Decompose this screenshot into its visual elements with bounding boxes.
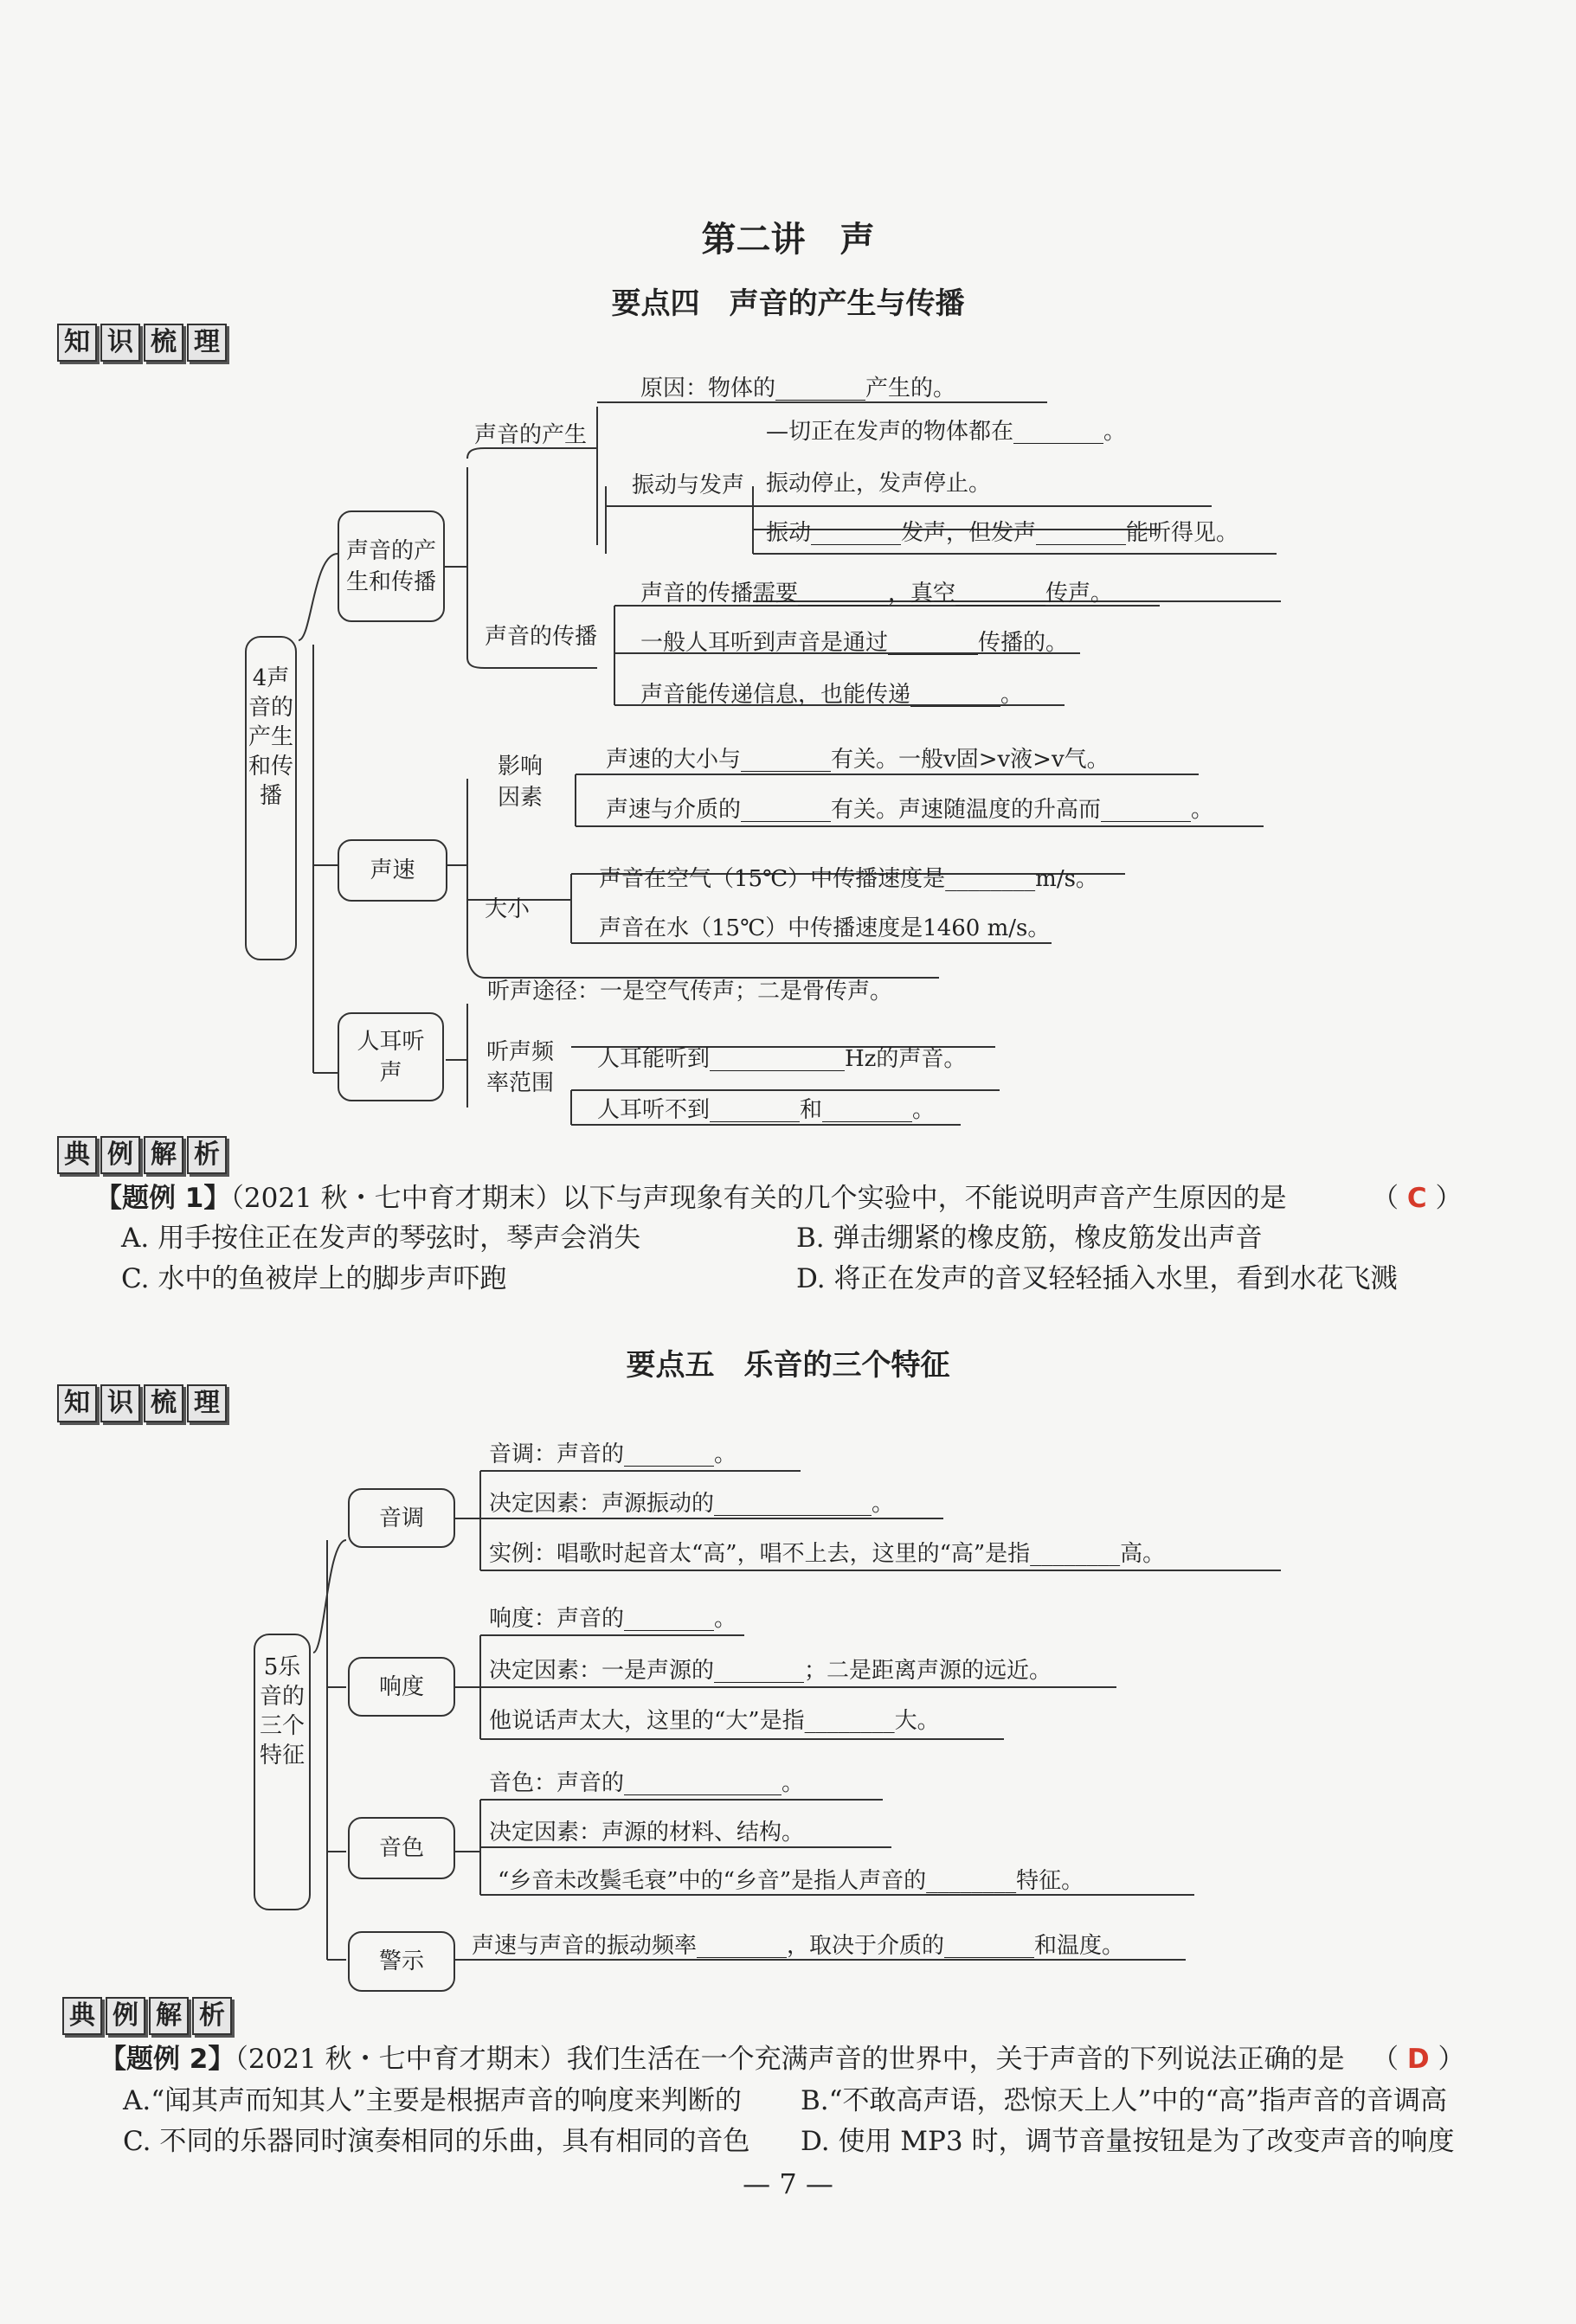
item-loudness-example: 他说话声太大，这里的“大”是指________大。	[489, 1708, 940, 1734]
branch-warning: 警示	[348, 1931, 455, 1992]
example2-prefix: 【题例 2】	[100, 2044, 235, 2075]
branch-loudness: 响度	[348, 1657, 455, 1717]
example1-stem	[95, 1178, 1287, 1218]
example2-option-b: B.“不敢高声语，恐惊天上人”中的“高”指声音的音调高	[801, 2085, 1448, 2116]
item-reason: 原因：物体的________产生的。	[640, 376, 956, 401]
section4-root-node: 4声音的产生和传播	[245, 636, 297, 960]
badge-example-2: 典 例 解 析	[62, 1997, 235, 2035]
branch-timbre: 音色	[348, 1817, 455, 1879]
badge-knowledge-1: 知 识 梳 理	[57, 324, 230, 362]
label-magnitude: 大小	[485, 896, 531, 922]
lecture-title: 第二讲 声	[701, 220, 875, 260]
item-loudness-def: 响度：声音的________。	[489, 1606, 737, 1632]
label-propagation: 声音的传播	[485, 624, 598, 650]
item-pitch-def: 音调：声音的________。	[489, 1441, 737, 1467]
item-timbre-def: 音色：声音的______________。	[489, 1770, 805, 1796]
example2-option-c: C. 不同的乐器同时演奏相同的乐曲，具有相同的音色	[123, 2126, 750, 2157]
example1-option-a: A. 用手按住正在发声的琴弦时，琴声会消失	[121, 1223, 641, 1254]
item-need-medium: 声音的传播需要________，真空________传声。	[640, 581, 1114, 607]
example2-stem	[100, 2039, 1345, 2079]
item-speed-relation: 声速的大小与________有关。一般v固>v液>v气。	[606, 747, 1110, 773]
item-info: 声音能传递信息，也能传递________。	[640, 682, 1024, 708]
item-warning: 声速与声音的振动频率________，取决于介质的________和温度。	[472, 1933, 1125, 1959]
example2-option-a: A.“闻其声而知其人”主要是根据声音的响度来判断的	[123, 2085, 742, 2116]
example2-question: （2021 秋・七中育才期末）我们生活在一个充满声音的世界中，关于声音的下列说法正确的是	[235, 2044, 1345, 2075]
label-vibration-sound: 振动与发声	[632, 472, 745, 498]
section5-root-node: 5乐音的三个特征	[254, 1634, 311, 1910]
example1-answer: （ C ）	[1372, 1183, 1463, 1214]
badge-example-1: 典 例 解 析	[57, 1136, 230, 1174]
section5-title: 要点五 乐音的三个特征	[626, 1348, 950, 1383]
item-can-hear: 人耳能听到____________Hz的声音。	[597, 1046, 967, 1072]
item-cannot-hear: 人耳听不到________和________。	[597, 1097, 936, 1123]
label-production: 声音的产生	[474, 422, 588, 448]
branch-ear-hearing: 人耳听声	[338, 1012, 444, 1101]
example1-option-b: B. 弹击绷紧的橡皮筋，橡皮筋发出声音	[796, 1223, 1263, 1254]
label-hearing-range: 听声频率范围	[486, 1039, 555, 1096]
example2-answer: （ D ）	[1372, 2044, 1465, 2075]
item-hearing-path: 听声途径：一是空气传声；二是骨传声。	[487, 979, 893, 1005]
item-timbre-example: “乡音未改鬓毛衰”中的“乡音”是指人声音的________特征。	[498, 1868, 1084, 1894]
item-all-vibrate: —切正在发声的物体都在________。	[766, 419, 1127, 445]
page-number: — 7 —	[743, 2167, 833, 2200]
item-vibrate-but: 振动________发声，但发声________能听得见。	[766, 520, 1239, 546]
item-stop: 振动停止，发声停止。	[766, 471, 992, 497]
item-pitch-factor: 决定因素：声源振动的______________。	[489, 1491, 895, 1517]
example1-question: （2021 秋・七中育才期末）以下与声现象有关的几个实验中，不能说明声音产生原因的是	[230, 1183, 1287, 1214]
item-water-speed: 声音在水（15℃）中传播速度是1460 m/s。	[599, 915, 1051, 941]
item-speed-medium: 声速与介质的________有关。声速随温度的升高而________。	[606, 797, 1214, 823]
example1-option-c: C. 水中的鱼被岸上的脚步声吓跑	[121, 1263, 507, 1294]
label-factors: 影响因素	[498, 754, 544, 811]
item-loudness-factor: 决定因素：一是声源的________；二是距离声源的远近。	[489, 1658, 1052, 1684]
example1-prefix: 【题例 1】	[95, 1183, 231, 1214]
item-air-speed: 声音在空气（15℃）中传播速度是________m/s。	[599, 866, 1098, 892]
item-pitch-example: 实例：唱歌时起音太“高”，唱不上去，这里的“高”是指________高。	[489, 1541, 1166, 1567]
section4-title: 要点四 声音的产生与传播	[611, 286, 965, 321]
branch-produce-propagate: 声音的产生和传播	[338, 510, 445, 622]
branch-sound-speed: 声速	[338, 839, 447, 902]
item-timbre-factor: 决定因素：声源的材料、结构。	[489, 1820, 805, 1846]
example2-option-d: D. 使用 MP3 时，调节音量按钮是为了改变声音的响度	[801, 2126, 1455, 2157]
item-via: 一般人耳听到声音是通过________传播的。	[640, 630, 1069, 656]
example1-option-d: D. 将正在发声的音叉轻轻插入水里，看到水花飞溅	[796, 1263, 1398, 1294]
badge-knowledge-2: 知 识 梳 理	[57, 1384, 230, 1422]
branch-pitch: 音调	[348, 1488, 455, 1548]
